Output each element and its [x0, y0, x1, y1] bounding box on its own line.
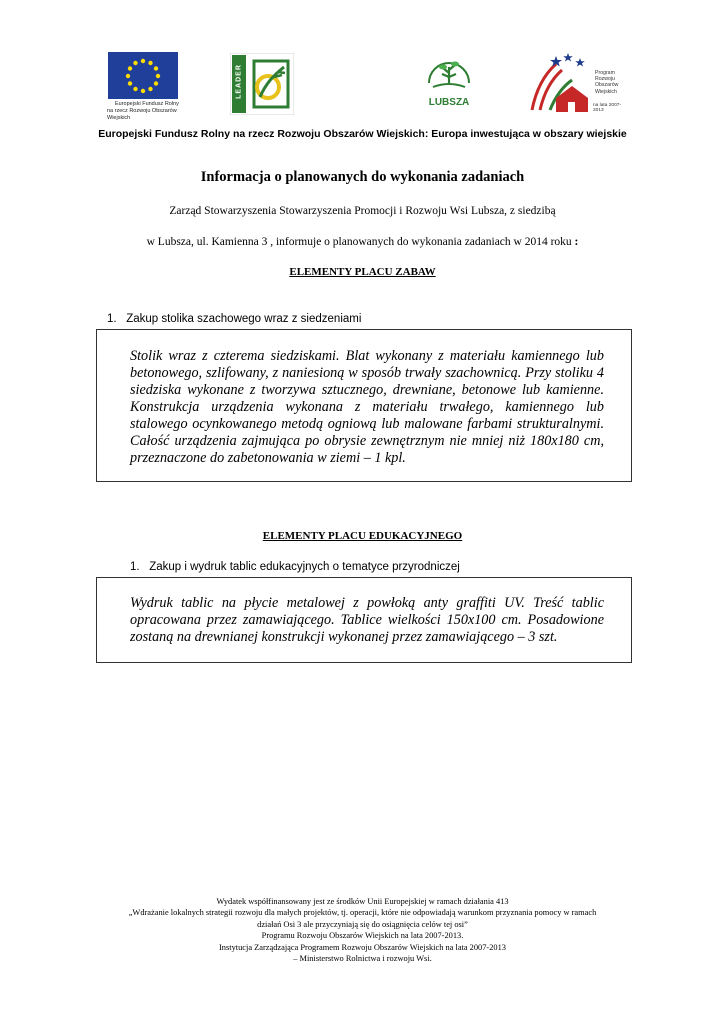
list-item-title: Zakup i wydruk tablic edukacyjnych o tematyce przyrodniczej — [149, 561, 460, 573]
leader-logo-text: LEADER — [235, 64, 243, 99]
intro-line-1: Zarząd Stowarzyszenia Stowarzyszenia Promocji i Rozwoju Wsi Lubsza, z siedzibą — [169, 205, 556, 217]
prow-logo — [528, 50, 624, 114]
leader-logo — [230, 53, 294, 115]
eu-caption-line1: Europejski Fundusz Rolny — [115, 101, 179, 107]
eu-flag-logo — [107, 52, 195, 120]
intro-line-2-text: w Lubsza, ul. Kamienna 3 , informuje o planowanych do wykonania zadaniach w 2014 roku — [146, 236, 575, 248]
lubsza-logo-name: LUBSZA — [428, 97, 470, 108]
lubsza-association-logo — [419, 53, 479, 111]
list-item-chess-table — [107, 313, 361, 325]
intro-line-2 — [0, 236, 725, 248]
section-heading-education: ELEMENTY PLACU EDUKACYJNEGO — [262, 530, 463, 542]
footer-line-4: Programu Rozwoju Obszarów Wiejskich na lata 2007-2013. — [261, 931, 464, 941]
section-heading-playground: ELEMENTY PLACU ZABAW — [289, 266, 436, 278]
prow-line1: Program — [595, 70, 615, 76]
prow-years: na lata 2007-2013 — [593, 103, 622, 113]
footer-line-2: „Wdrażanie lokalnych strategii rozwoju dla małych projektów, tj. operacji, które nie odpowiadają warunkom przyznania pomocy w ramach — [128, 908, 597, 918]
description-text: Wydruk tablic na płycie metalowej z powłoką anty graffiti UV. Treść tablic opracowana przez zamawiającego. Tablice wielkości 150x100 cm. Posadowione zostaną na drewnianej konstrukcji wykonanej przez zamawiającego – 3 szt. — [130, 595, 604, 645]
eu-logo-caption — [107, 101, 195, 122]
prow-line2: Rozwoju — [595, 76, 615, 83]
eu-flag-icon — [108, 52, 178, 99]
description-box-chess-table — [96, 329, 632, 482]
prow-line4: Wiejskich — [595, 88, 617, 95]
footer-line-3: działań Osi 3 ale przyczyniają się do osiągnięcia celów tej osi” — [257, 919, 468, 929]
list-item-title: Zakup stolika szachowego wraz z siedzeniami — [126, 313, 362, 325]
footer-line-5: Instytucja Zarządzająca Programem Rozwoju Obszarów Wiejskich na lata 2007-2013 — [219, 942, 506, 952]
footer-line-1: Wydatek współfinansowany jest ze środków Unii Europejskiej w ramach działania 413 — [216, 897, 509, 906]
description-text: Stolik wraz z czterema siedziskami. Blat wykonany z materiału kamiennego lub betonowego, szlifowany, z naniesioną w sposób trwały szachownicą. Przy stoliku 4 siedziska wykonane z tworzywa sztucznego, drewniane, betonowe lub kamienne. Konstrukcja urządzenia wykonana z materiału trwałego, kamiennego lub stalowego ocynkowanego metodą ogniową lub malowane farbami strukturalnymi. Całość urządzenia zajmująca po obrysie zewnętrznym nie mniej niż 180x180 cm, przeznaczone do zabetonowania w ziemi – 1 kpl. — [130, 348, 604, 466]
footer-line-6: – Ministerstwo Rolnictwa i rozwoju Wsi. — [293, 954, 432, 964]
description-box-education-boards — [96, 577, 632, 663]
list-item-education-boards — [130, 561, 460, 573]
eu-caption-line2: na rzecz Rozwoju Obszarów Wiejskich — [107, 108, 177, 121]
list-item-number: 1. — [130, 561, 140, 573]
list-item-number: 1. — [107, 313, 117, 325]
header-tagline: Europejski Fundusz Rolny na rzecz Rozwoju Obszarów Wiejskich: Europa inwestująca w obszary wiejskie — [98, 128, 627, 140]
footer — [60, 896, 665, 964]
prow-logo-text — [595, 70, 618, 95]
prow-line3: Obszarów — [595, 82, 619, 89]
intro-line-2-colon: : — [574, 236, 579, 248]
document-title: Informacja o planowanych do wykonania zadaniach — [200, 169, 525, 185]
